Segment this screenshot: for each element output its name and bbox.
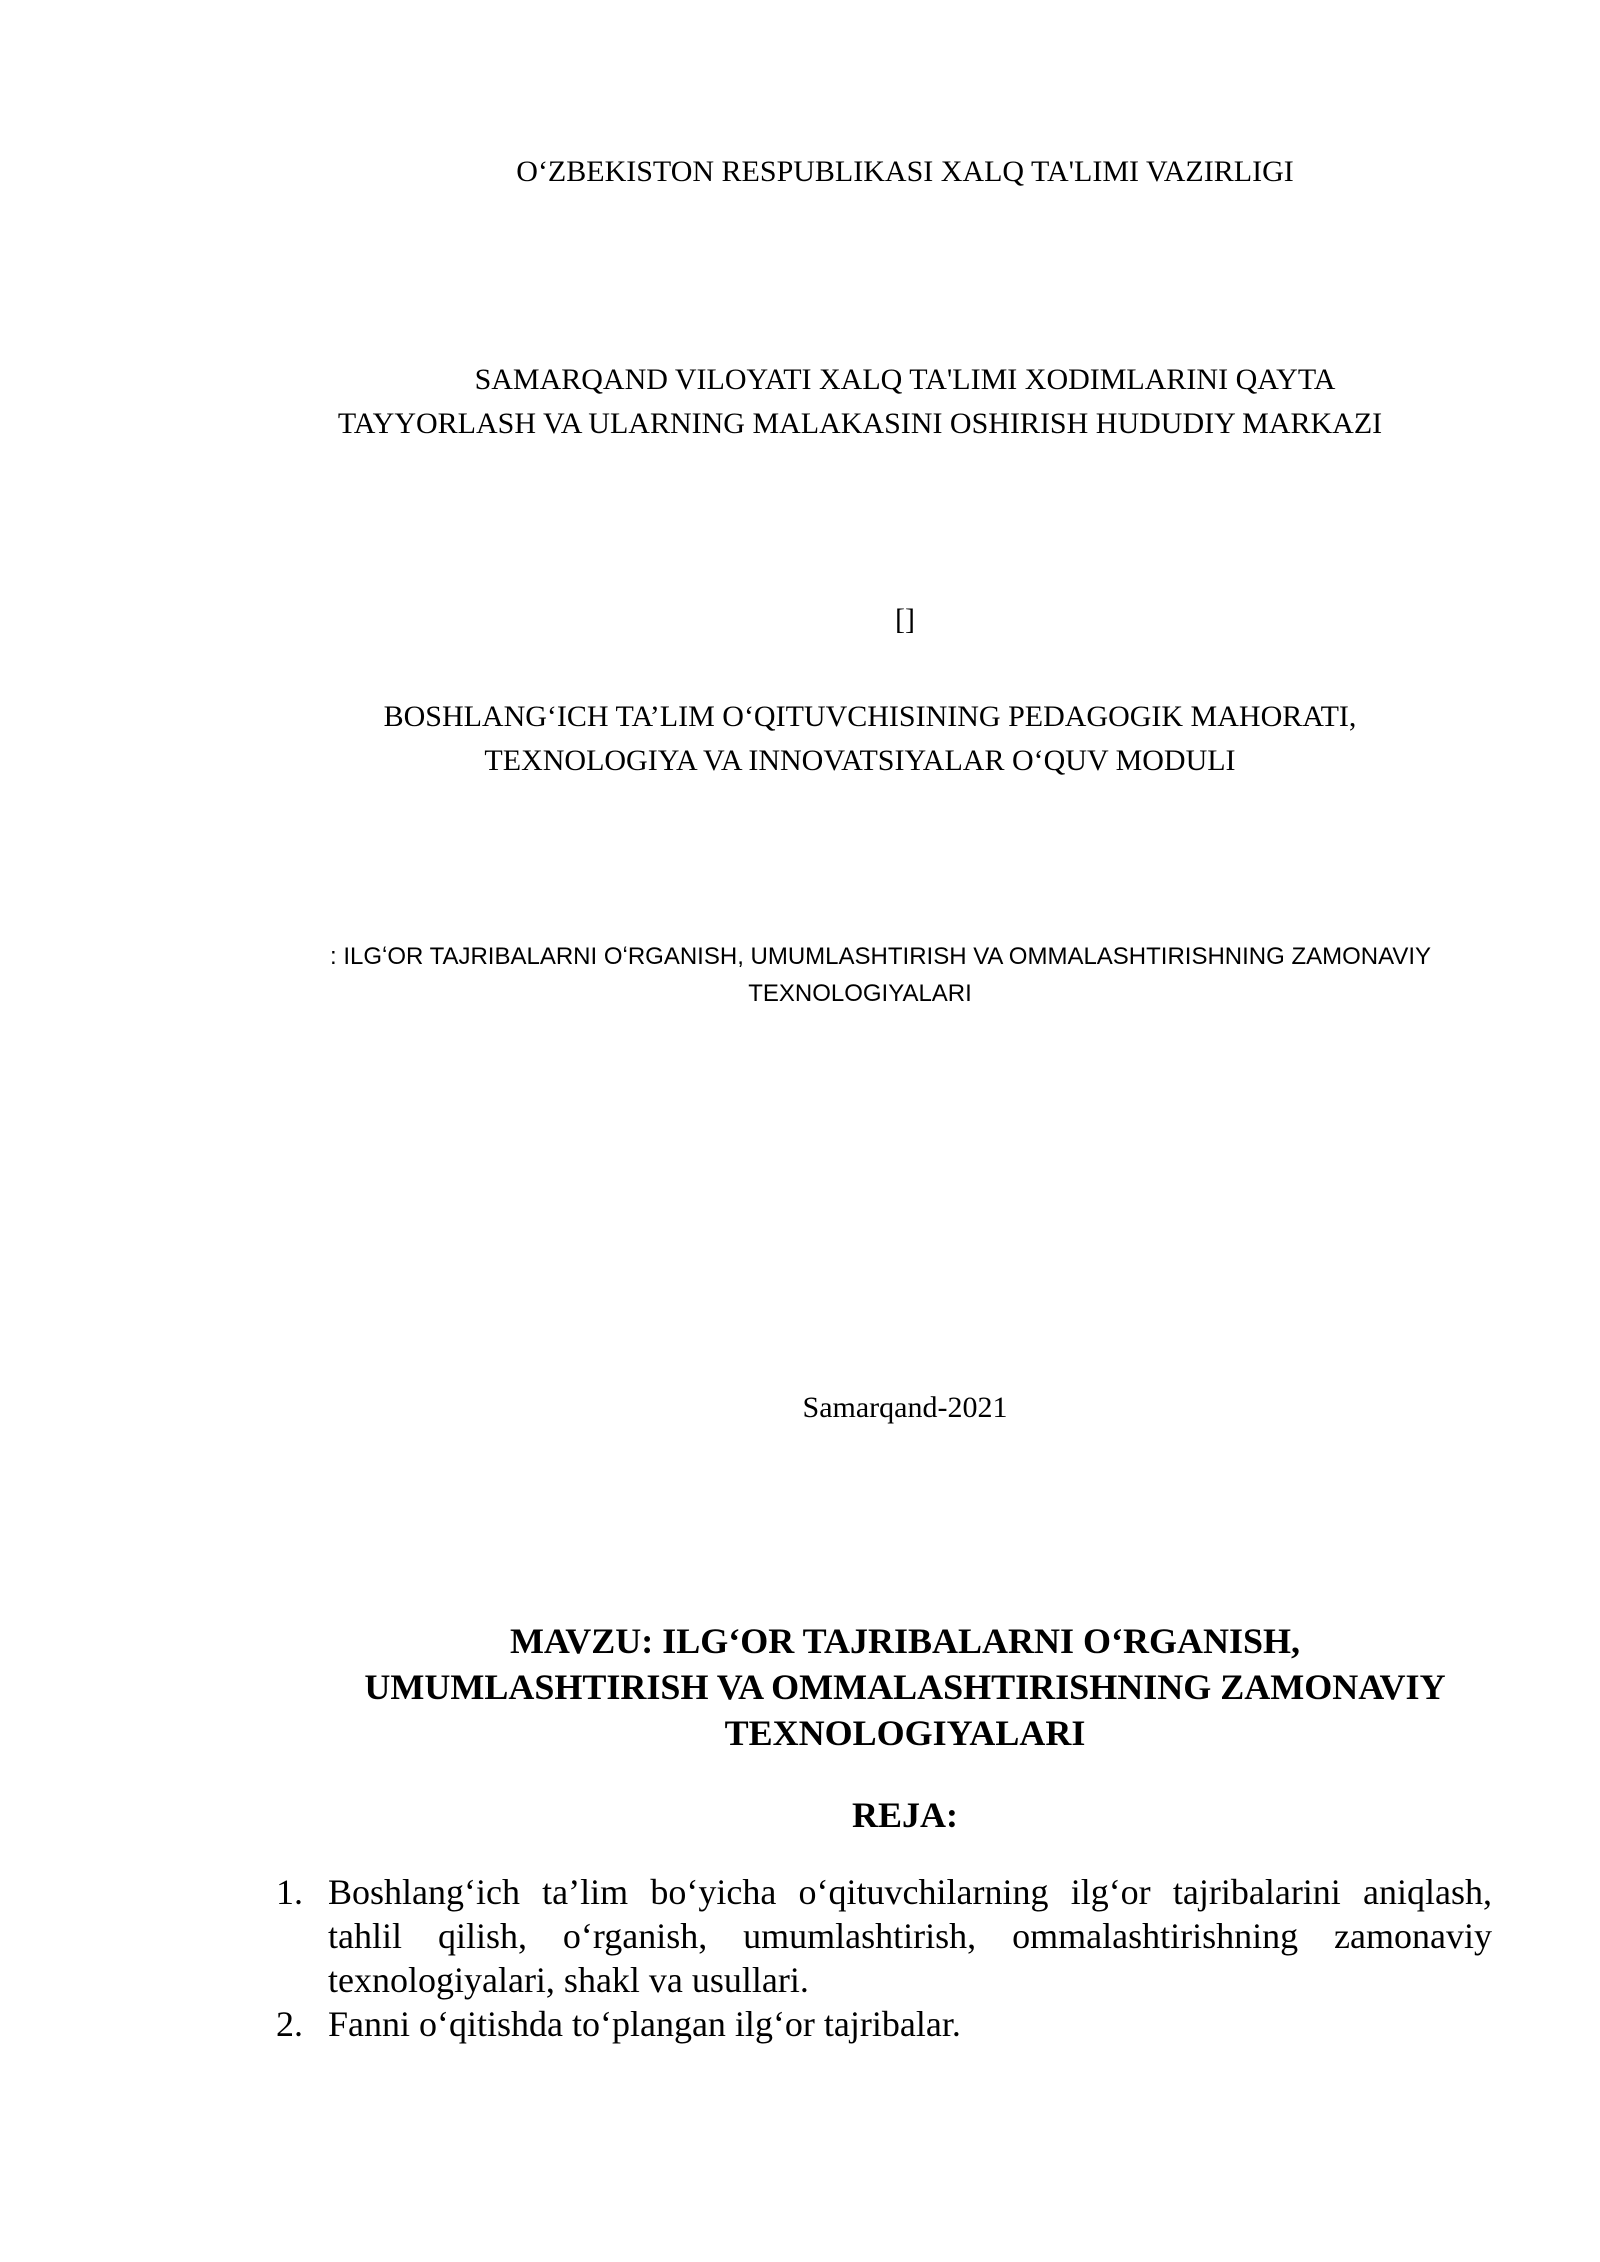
plan-title: REJA:	[852, 1795, 958, 1835]
center-name-line-1: SAMARQAND VILOYATI XALQ TA'LIMI XODIMLARINI QAYTA	[474, 363, 1336, 396]
center-name-line-2: TAYYORLASH VA ULARNING MALAKASINI OSHIRISH HUDUDIY MARKAZI	[337, 407, 1383, 440]
topic-heading-line-1: MAVZU: ILG‘OR TAJRIBALARNI O‘RGANISH,	[509, 1621, 1301, 1661]
plan-item-2	[270, 2002, 1492, 2046]
plan-item-number: 2.	[276, 2004, 303, 2044]
city-year: Samarqand-2021	[802, 1391, 1008, 1424]
topic-heading-line-3: TEXNOLOGIYALARI	[724, 1713, 1086, 1753]
ministry-title: O‘ZBEKISTON RESPUBLIKASI XALQ TA'LIMI VAZIRLIGI	[516, 155, 1294, 188]
topic-heading-line-2: UMUMLASHTIRISH VA OMMALASHTIRISHNING ZAMONAVIY	[364, 1667, 1446, 1707]
module-title-line-2: TEXNOLOGIYA VA INNOVATSIYALAR O‘QUV MODULI	[484, 744, 1236, 777]
plan-item-text: Fanni o‘qitishda to‘plangan ilg‘or tajribalar.	[328, 2004, 961, 2044]
plan-list	[270, 1870, 1492, 2046]
topic-subtitle-line-1: : ILGʻOR TAJRIBALARNI OʻRGANISH, UMUMLASHTIRISH VA OMMALASHTIRISHNING ZAMONAVIY	[330, 943, 1432, 970]
module-title-line-1: BOSHLANG‘ICH TA’LIM O‘QITUVCHISINING PEDAGOGIK MAHORATI,	[383, 700, 1357, 733]
bracket-placeholder: []	[895, 603, 915, 636]
plan-item-1	[270, 1870, 1492, 2002]
plan-item-text: Boshlang‘ich ta’lim bo‘yicha o‘qituvchilarning ilg‘or tajribalarini aniqlash, tahlil qilish, o‘rganish, umumlashtirish, ommalashtirishning zamonaviy texnologiyalari, shakl va usullari.	[328, 1872, 1492, 2000]
plan-item-number: 1.	[276, 1872, 303, 1912]
topic-subtitle-line-2: TEXNOLOGIYALARI	[748, 980, 972, 1007]
